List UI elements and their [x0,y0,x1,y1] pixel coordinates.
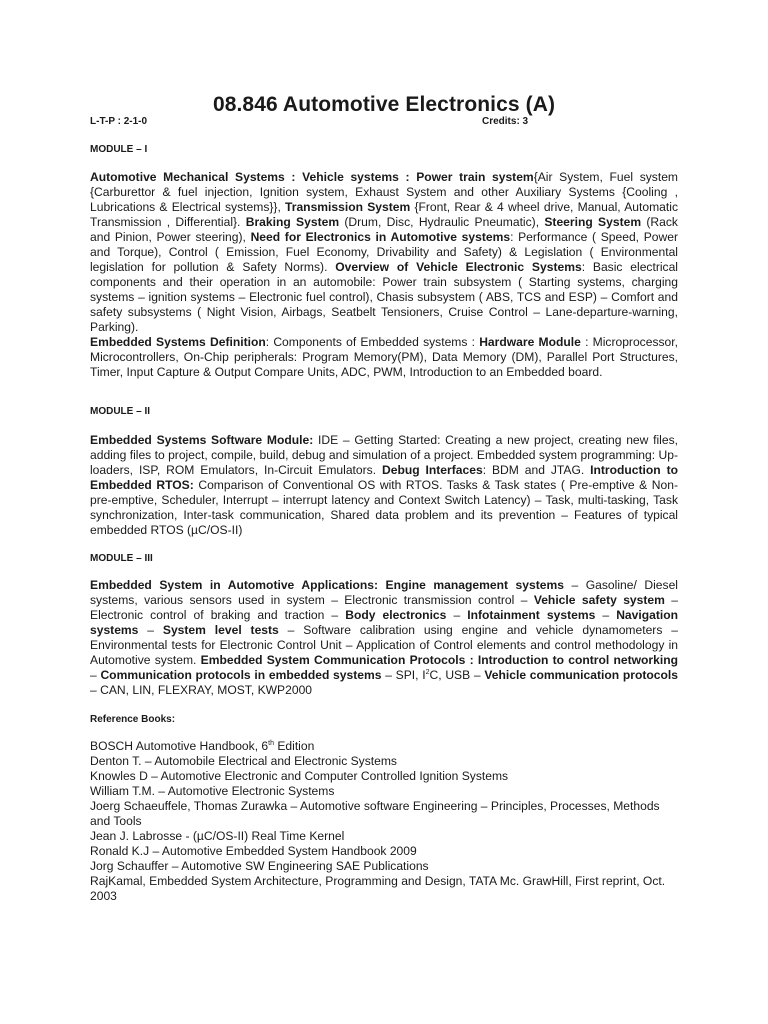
body-text: – [90,668,101,682]
body-text: : BDM and JTAG. [482,463,591,477]
reference-item: Ronald K.J – Automotive Embedded System Handbook 2009 [90,844,417,858]
reference-item: Jorg Schauffer – Automotive SW Engineering SAE Publications [90,859,429,873]
course-title: 08.846 Automotive Electronics (A) [212,93,556,116]
bold-text: Body electronics [345,608,447,622]
reference-item: Denton T. – Automobile Electrical and Electronic Systems [90,754,397,768]
bold-text: Vehicle communication protocols [484,668,678,682]
bold-text: Need for Electronics in Automotive systems [250,230,511,244]
body-text: – [138,623,163,637]
reference-list [90,739,678,904]
reference-text: Edition [273,739,315,753]
module-1-paragraph-2 [90,335,678,380]
bold-text: Hardware Module [479,335,581,349]
bold-text: Debug Interfaces [382,463,483,477]
superscript: 2 [425,668,430,676]
body-text: : Components of Embedded systems : [265,335,480,349]
reference-item: Knowles D – Automotive Electronic and Computer Controlled Ignition Systems [90,769,509,783]
bold-text: Automotive Mechanical Systems : Vehicle systems : Power train system [90,170,534,184]
body-text: (Drum, Disc, Hydraulic Pneumatic), [339,215,545,229]
bold-text: Vehicle safety system [533,593,665,607]
reference-item: Joerg Schaeuffele, Thomas Zurawka – Automotive software Engineering – Principles, Processes, Methods and Tools [90,799,660,828]
module-2-heading: MODULE – II [90,406,151,417]
bold-text: Steering System [544,215,642,229]
bold-text: Embedded System Communication Protocols : Introduction to control networking [200,653,678,667]
body-text: {Front, Rear & 4 wheel drive, Manual, Automatic Transmission , Differential}. [90,200,678,229]
body-text: (Rack and Pinion, Power steering), [90,215,678,244]
references-heading: Reference Books: [90,714,176,725]
superscript: th [268,739,274,747]
reference-item: RajKamal, Embedded System Architecture, Programming and Design, TATA Mc. GrawHill, First reprint, Oct. 2003 [90,874,666,903]
body-text: C, USB – [429,668,485,682]
bold-text: Braking System [245,215,340,229]
bold-text: Embedded System in Automotive Applications: Engine management systems [90,578,564,592]
body-text: – [595,608,617,622]
bold-text: Communication protocols in embedded systems [100,668,382,682]
body-text: IDE – Getting Started: Creating a new project, creating new files, adding files to project, compile, build, debug and simulation of a project. Embedded system programming: Up-loaders, ISP, ROM Emulators, In-Circuit Emulators. [90,433,678,477]
body-text: – Software calibration using engine and vehicle dynamometers – Environmental tests for Electronic Control Unit – Application of Control elements and control methodology in Automotive system. [90,623,678,667]
module-1-paragraph-1 [90,170,678,335]
body-text: – SPI, I [381,668,426,682]
module-2-paragraph-1 [90,433,678,538]
reference-item: Jean J. Labrosse - (µC/OS-II) Real Time Kernel [90,829,345,843]
course-meta-row [90,116,678,127]
body-text: : Microprocessor, Microcontrollers, On-Chip peripherals: Program Memory(PM), Data Memory (DM), Parallel Port Structures, Timer, Input Capture & Output Compare Units, ADC, PWM, Introduction to an Embedded board. [90,335,678,379]
bold-text: Navigation systems [90,608,679,637]
body-text: – Gasoline/ Diesel systems, various sensors used in system – Electronic transmission control – [90,578,678,607]
body-text: – CAN, LIN, FLEXRAY, MOST, KWP2000 [90,683,313,697]
reference-item: William T.M. – Automotive Electronic Systems [90,784,335,798]
ltp-label: L-T-P : 2-1-0 [90,116,148,127]
module-3-heading: MODULE – III [90,553,153,564]
bold-text: Embedded Systems Definition [90,335,266,349]
body-text: Comparison of Conventional OS with RTOS. Tasks & Task states ( Pre-emptive & Non-pre-emptive, Scheduler, Interrupt – interrupt latency and Context Switch Latency) – Task, multi-tasking, Task synchronization, Inter-task communication, Shared data problem and its prevention – Features of typical embedded RTOS (µC/OS-II) [90,478,678,537]
bold-text: System level tests [162,623,279,637]
bold-text: Introduction to Embedded RTOS: [90,463,678,492]
bold-text: Infotainment systems [467,608,596,622]
body-text: : Basic electrical components and their operation in an automobile: Power train subsystem ( Starting systems, charging systems – ignition systems – Electronic fuel control), Chasis subsystem ( ABS, TCS and ESP) – Comfort and safety subsystems ( Night Vision, Airbags, Seatbelt Tensioners, Cruise Control – Lane-departure-warning, Parking). [90,260,678,334]
body-text: {Air System, Fuel system {Carburettor & fuel injection, Ignition system, Exhaust System and other Auxiliary Systems {Cooling , Lubrications & Electrical systems}}, [90,170,678,214]
body-text: : Performance ( Speed, Power and Torque), Control ( Emission, Fuel Economy, Drivability and Safety) & Legislation ( Environmental legislation for pollution & Safety Norms). [90,230,678,274]
body-text: – [446,608,468,622]
credits-label: Credits: 3 [482,116,529,127]
module-3-paragraph-1 [90,578,678,698]
bold-text: Overview of Vehicle Electronic Systems [335,260,582,274]
bold-text: Embedded Systems Software Module: [90,433,314,447]
reference-text: BOSCH Automotive Handbook, 6 [90,739,269,753]
bold-text: Transmission System [285,200,411,214]
body-text: – Electronic control of braking and traction – [90,593,678,622]
reference-item [90,739,678,754]
module-1-heading: MODULE – I [90,144,148,155]
